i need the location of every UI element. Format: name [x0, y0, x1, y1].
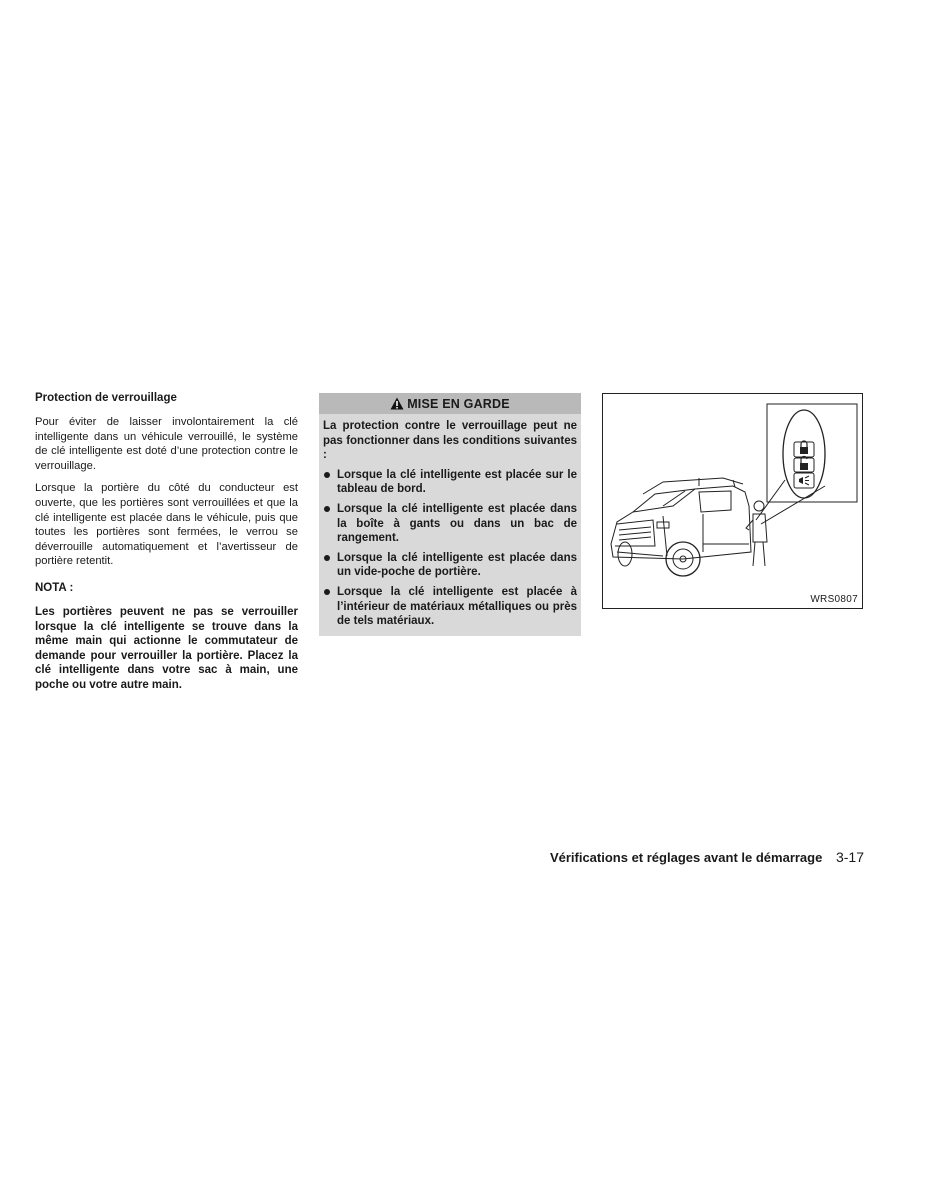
- page-footer: [550, 849, 864, 865]
- bullet-icon: [324, 472, 330, 478]
- vehicle-illustration: [603, 394, 862, 608]
- section-heading: Protection de verrouillage: [35, 392, 177, 404]
- warning-box: [319, 393, 581, 636]
- panic-icon: [799, 476, 809, 485]
- paragraph-description: Lorsque la portière du côté du conducteur est ouverte, que les portières sont verrouillées et que la clé intelligente est placée dans le véhicule, puis que toutes les portières sont fermées, le verrou se déverrouille automatiquement et l’avertisseur de portière retentit.: [35, 482, 298, 568]
- paragraph-intro: Pour éviter de laisser involontairement la clé intelligente dans un véhicule verrouillé, le système de clé intelligente est doté d’une protection contre le verrouillage.: [35, 416, 298, 472]
- list-item: Lorsque la clé intelligente est placée sur le tableau de bord.: [323, 468, 577, 497]
- list-item: Lorsque la clé intelligente est placée à l’intérieur de matériaux métalliques ou près de tels matériaux.: [323, 585, 577, 629]
- warning-title: MISE EN GARDE: [407, 396, 510, 411]
- bullet-icon: [324, 555, 330, 561]
- lock-icon: [800, 441, 808, 454]
- footer-section-title: Vérifications et réglages avant le démarrage: [549, 850, 823, 865]
- warning-triangle-icon: [390, 397, 404, 410]
- list-item: Lorsque la clé intelligente est placée dans un vide-poche de portière.: [323, 551, 577, 580]
- list-item: Lorsque la clé intelligente est placée dans la boîte à gants ou dans un bac de rangement.: [323, 502, 577, 546]
- warning-intro: La protection contre le verrouillage peut ne pas fonctionner dans les conditions suivantes :: [323, 420, 577, 462]
- figure-illustration: [602, 393, 863, 609]
- nota-label: NOTA :: [35, 581, 74, 594]
- page-number: 3-17: [835, 849, 864, 865]
- left-column: [35, 391, 298, 693]
- bullet-icon: [324, 506, 330, 512]
- nota-text: Les portières peuvent ne pas se verrouiller lorsque la clé intelligente se trouve dans la même main qui actionne le commutateur de demande pour verrouiller la portière. Placez la clé intelligente dans votre sac à main, une poche ou votre autre main.: [35, 605, 298, 691]
- bullet-icon: [324, 589, 330, 595]
- warning-list: [323, 468, 577, 629]
- warning-header: [319, 393, 581, 414]
- figure-code: WRS0807: [810, 594, 858, 605]
